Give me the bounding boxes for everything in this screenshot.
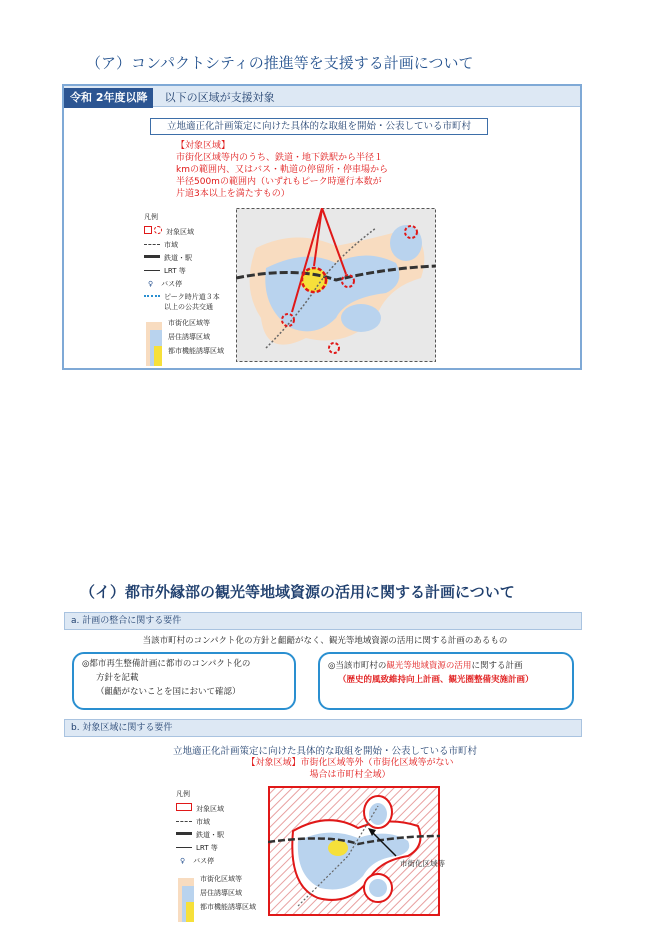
legend-item: LRT 等 [176,843,266,853]
legend-title: 凡例 [144,213,158,221]
railway-icon [176,832,192,835]
legend-item: 市域 [176,817,266,827]
transit-line-icon [144,295,160,297]
section-a-municipality-box: 立地適正化計画策定に向けた具体的な取組を開始・公表している市町村 [150,118,488,135]
section-b-municipality-text: 立地適正化計画策定に向けた具体的な取組を開始・公表している市町村 [172,746,477,757]
legend-item: ♀ バス停 [148,280,183,288]
legend-item: 対象区域 [176,803,266,814]
lrt-icon [144,270,160,271]
box-line: ◎都市再生整備計画に都市のコンパクト化の [82,659,251,669]
target-title: 【対象区域】 [176,141,231,151]
section-a-panel [62,84,582,370]
zone-legend [144,316,234,372]
section-b-legend [176,789,266,928]
target-area-icon [176,803,192,811]
legend-item: ♀ バス停 [180,857,215,865]
section-b-map [268,786,440,916]
target-line: 半径500mの範囲内（いずれもピーク時運行本数が [176,177,382,187]
target-line: kmの範囲内、又はバス・軌道の停留所・停車場から [176,165,388,175]
legend-item: 鉄道・駅 [176,830,266,840]
box-line: （齟齬がないことを国において確認） [96,687,241,697]
requirement-a-description: 当該市町村のコンパクト化の方針と齟齬がなく、観光等地域資源の活用に関する計画のあるもの [142,636,508,646]
zone-legend [176,872,266,928]
urbanization-area-label: 市街化区域等 [400,859,445,868]
box-line: ◎当該市町村の観光等地域資源の活用に関する計画 [328,661,523,671]
urban-renewal-plan-box [72,652,296,710]
section-a-bar-text: 以下の区域が支援対象 [164,91,275,104]
legend-item: 居住誘導区域 [200,889,242,897]
legend-item: 市街化区域等 [168,319,210,327]
bus-stop-icon: ♀ [180,857,186,865]
legend-item: 以上の公共交通 [164,303,213,311]
requirement-b-bar: b. 対象区域に関する要件 [64,719,582,737]
legend-title: 凡例 [176,790,190,798]
section-a-title: （ア）コンパクトシティの推進等を支援する計画について [86,54,474,72]
box-line: （歴史的風致維持向上計画、観光圏整備実施計画） [338,675,534,685]
city-boundary-icon [176,821,192,822]
fiscal-year-tag: 令和 2年度以降 [64,88,153,108]
section-b-title: （イ）都市外縁部の観光等地域資源の活用に関する計画について [80,583,515,601]
legend-item: LRT 等 [144,266,234,276]
railway-icon [144,255,160,258]
lrt-icon [176,847,192,848]
section-a-map [236,208,436,362]
section-b-target-text: 【対象区域】市街化区域等外（市街化区域等がない 場合は市町村全域） [246,758,454,780]
target-area-dashed-icon [154,226,162,234]
section-a-legend [144,212,234,372]
box-line: 方針を記載 [96,673,139,683]
bus-stop-icon: ♀ [148,280,154,288]
section-a-target-text [176,140,436,200]
legend-item: 居住誘導区域 [168,333,210,341]
legend-item: 鉄道・駅 [144,253,234,263]
requirement-a-bar: a. 計画の整合に関する要件 [64,612,582,630]
legend-item: 都市機能誘導区域 [200,903,256,911]
zone-swatch-icon [186,902,194,922]
city-boundary-icon [144,244,160,245]
target-area-icon [144,226,152,234]
tourism-plan-box [318,652,574,710]
section-a-bar [64,86,580,107]
legend-item: 対象区域 [144,226,234,237]
legend-item: 都市機能誘導区域 [168,347,224,355]
legend-item: 市域 [144,240,234,250]
legend-item: ピーク時片道３本 [144,292,234,302]
target-line: 片道3本以上を満たすもの） [176,189,290,199]
legend-item: 市街化区域等 [200,875,242,883]
zone-swatch-icon [154,346,162,366]
target-line: 市街化区域等内のうち、鉄道・地下鉄駅から半径１ [176,153,384,163]
